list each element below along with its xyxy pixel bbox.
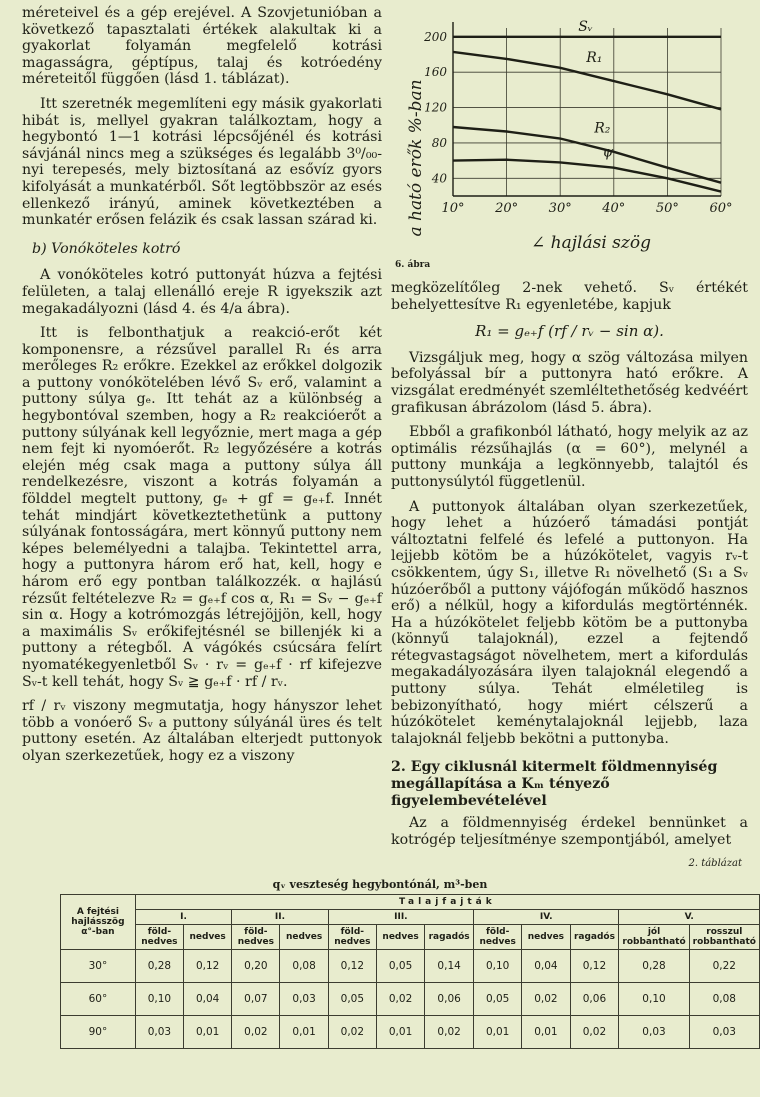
table-title: qᵥ veszteség hegybontónál, m³-ben: [272, 878, 488, 891]
series-label: R₁: [586, 49, 603, 66]
value-cell: 0,02: [522, 983, 570, 1016]
soil-condition-header: nedves: [376, 925, 424, 950]
value-cell: 0,02: [376, 983, 424, 1016]
y-tick-label: 80: [431, 135, 447, 150]
value-cell: 0,22: [689, 950, 759, 983]
chart-ticks: [423, 30, 732, 216]
soil-condition-header: ragadós: [570, 925, 619, 950]
angle-header: A fejtési hajlásszög α°-ban: [61, 895, 136, 950]
right-paragraph-3: Ebből a grafikonból látható, hogy melyik az az optimális rézsűhajlás (α = 60°), melynél a puttony munkája a legkönnyebb, talajtól és puttonysúlytól függetlenül.: [391, 424, 748, 490]
x-tick-label: 20°: [495, 201, 519, 216]
value-cell: 0,01: [280, 1016, 328, 1049]
soil-group-header: III.: [328, 910, 473, 925]
value-cell: 0,04: [522, 950, 570, 983]
value-cell: 0,02: [328, 1016, 376, 1049]
left-paragraph-1: méreteivel és a gép erejével. A Szovjetunióban a következő tapasztalati értékek alakultak ki a gyakorlat folyamán megfelelő kotrási magasságra, géptípus, talaj és kotróedény méreteitől függően (lásd 1. táblázat).: [22, 5, 382, 88]
right-paragraph-5: Az a földmennyiség érdekel bennünket a kotrógép teljesítménye szempontjából, amelyet: [391, 815, 748, 848]
series-label: Sᵥ: [578, 18, 594, 35]
soil-group-header: IV.: [474, 910, 619, 925]
value-cell: 0,20: [232, 950, 280, 983]
value-cell: 0,12: [570, 950, 619, 983]
loss-table: [60, 894, 760, 1049]
value-cell: 0,10: [135, 983, 183, 1016]
value-cell: 0,07: [232, 983, 280, 1016]
value-cell: 0,28: [619, 950, 689, 983]
left-paragraph-2: Itt szeretnék megemlíteni egy másik gyakorlati hibát is, mellyel gyakran találkoztam, hogy a hegybontó 1—1 kotrási lépcsőjénél és kotrási sávjánál nincs meg a szükséges és legalább 3⁰/₀₀-nyi terepesés, mely biztosítaná az esővíz gyors kifolyását a munkatérből. Sőt legtöbbször az esés ellenkező irányú, aminek következtében a munkatér erősen felázik és csak lassan szárad ki.: [22, 95, 382, 229]
value-cell: 0,28: [135, 950, 183, 983]
subheader-row: [61, 925, 760, 950]
left-paragraph-3: A vonóköteles kotró puttonyát húzva a fejtési felületen, a talaj ellenálló ereje R igyekszik azt megakadályozni (lásd 4. és 4/a ábra).: [22, 267, 382, 317]
section-heading-2: 2. Egy ciklusnál kitermelt földmennyiség megállapítása a Kₘ tényező figyelembevételével: [391, 759, 718, 809]
series-line: [453, 160, 721, 192]
angle-cell: 60°: [61, 983, 136, 1016]
group-row: [61, 910, 760, 925]
value-cell: 0,06: [570, 983, 619, 1016]
table-row: [61, 1016, 760, 1049]
left-paragraph-5: rf / rᵥ viszony megmutatja, hogy hányszor lehet több a vonóerő Sᵥ a puttony súlyánál üres és telt puttony esetén. Az általában elterjedt puttonyok olyan szerkezetűek, hogy ez a viszony: [22, 698, 382, 764]
value-cell: 0,14: [425, 950, 474, 983]
left-paragraph-4: Itt is felbonthatjuk a reakció-erőt két komponensre, a rézsűvel parallel R₁ és arra merőleges R₂ erőkre. Ezekkel az erőkkel dolgozik a puttony vonókötelében lévő Sᵥ erő, valamint a puttony súlya gₑ. Itt tehát az a különbség a hegybontóval szemben, hogy a R₂ reakcióerőt a puttony súlyának kell legyőznie, mert maga a gép nem fejt ki nyomóerőt. R₂ legyőzésére a kotrás elején még csak maga a puttony súlya áll rendelkezésre, viszont a kotrás folyamán a földdel megtelt puttony, gₑ + gf = gₑ₊f. Innét tehát mindjárt következtethetünk a puttony súlyának fontosságára, mert könnyű puttony nem képes belemélyedni a talajba. Tekintettel arra, hogy a puttonyra három erő hat, kell, hogy e három erő egy pontban találkozzék. α hajlású rézsűt feltételezve R₂ = gₑ₊f cos α, R₁ = Sᵥ − gₑ₊f sin α. Hogy a kotrómozgás létrejöjjön, kell, hogy a maximális Sᵥ erőkifejtésnél se billenjék ki a puttony a rétegből. A vágókés csúcsára felírt nyomatékegyenletből Sᵥ · rᵥ = gₑ₊f · rf kifejezve Sᵥ-t kell tehát, hogy Sᵥ ≧ gₑ₊f · rf / rᵥ.: [22, 325, 382, 690]
chart-ylabel: a ható erők %-ban: [406, 79, 426, 237]
right-column: [391, 280, 748, 848]
value-cell: 0,08: [689, 983, 759, 1016]
series-label: ψ: [602, 144, 614, 161]
soil-condition-header: jól robbantható: [619, 925, 689, 950]
series-label: R₂: [594, 120, 611, 137]
x-tick-label: 50°: [655, 201, 679, 216]
value-cell: 0,01: [376, 1016, 424, 1049]
x-tick-label: 60°: [709, 201, 733, 216]
value-cell: 0,01: [184, 1016, 232, 1049]
x-tick-label: 40°: [602, 201, 626, 216]
table-row: [61, 983, 760, 1016]
value-cell: 0,10: [619, 983, 689, 1016]
soil-types-header: Talajfajták: [135, 895, 759, 910]
value-cell: 0,03: [689, 1016, 759, 1049]
table-number: 2. táblázat: [688, 858, 742, 869]
force-angle-chart: [391, 8, 743, 258]
value-cell: 0,12: [328, 950, 376, 983]
y-tick-label: 120: [424, 100, 447, 115]
value-cell: 0,01: [474, 1016, 522, 1049]
left-column: [22, 5, 382, 765]
value-cell: 0,05: [474, 983, 522, 1016]
value-cell: 0,05: [328, 983, 376, 1016]
section-heading-b: b) Vonóköteles kotró: [32, 240, 181, 257]
chart-xlabel: ∠ hajlási szög: [531, 233, 651, 253]
soil-condition-header: nedves: [522, 925, 570, 950]
angle-cell: 30°: [61, 950, 136, 983]
soil-condition-header: föld-nedves: [328, 925, 376, 950]
figure-caption: 6. ábra: [395, 260, 431, 270]
value-cell: 0,12: [184, 950, 232, 983]
soil-condition-header: föld-nedves: [474, 925, 522, 950]
x-tick-label: 30°: [548, 201, 572, 216]
value-cell: 0,02: [425, 1016, 474, 1049]
formula-r1: R₁ = gₑ₊f (rf / rᵥ − sin α).: [475, 322, 664, 341]
angle-cell: 90°: [61, 1016, 136, 1049]
right-paragraph-4: A puttonyok általában olyan szerkezetűek, hogy lehet a húzóerő támadási pontját változtatni felfelé és lefelé a puttonyon. Ha lejjebb kötöm be a húzókötelet, vagyis rᵥ-t csökkentem, úgy S₁, illetve R₁ növelhető (S₁ a Sᵥ húzóerőből a puttony vájófogán működő hasznos erő) a nélkül, hogy a kifordulás megtörténnék. Ha a húzókötelet feljebb kötöm be a puttonyba (könnyű talajoknál), ezzel a fejtendő rétegvastagságot növelhetem, mert a kifordulás megakadályozására ilyen talajoknál elegendő a puttony súlya. Tehát elméletileg is bebizonyítható, hogy miért célszerű a húzókötelet keménytalajoknál lejjebb, laza talajoknál feljebb bekötni a puttonyba.: [391, 498, 748, 747]
soil-group-header: II.: [232, 910, 328, 925]
y-tick-label: 200: [424, 29, 447, 44]
value-cell: 0,08: [280, 950, 328, 983]
table-body: [61, 950, 760, 1049]
chart-series: [453, 19, 721, 192]
y-tick-label: 160: [424, 65, 447, 80]
value-cell: 0,02: [232, 1016, 280, 1049]
soil-condition-header: rosszul robbantható: [689, 925, 759, 950]
value-cell: 0,03: [280, 983, 328, 1016]
series-line: [453, 127, 721, 183]
table-row: [61, 950, 760, 983]
soil-condition-header: ragadós: [425, 925, 474, 950]
soil-condition-header: föld-nedves: [135, 925, 183, 950]
soil-condition-header: nedves: [184, 925, 232, 950]
soil-group-header: I.: [135, 910, 231, 925]
soil-group-header: V.: [619, 910, 760, 925]
right-paragraph-2: Vizsgáljuk meg, hogy α szög változása milyen befolyással bír a puttonyra ható erőkre. A vizsgálat eredményét szemléltethetőség kedvéért grafikusan ábrázolom (lásd 5. ábra).: [391, 349, 748, 416]
x-tick-label: 10°: [441, 201, 465, 216]
soil-condition-header: nedves: [280, 925, 328, 950]
value-cell: 0,02: [570, 1016, 619, 1049]
right-paragraph-1: megközelítőleg 2-nek vehető. Sᵥ értékét behelyettesítve R₁ egyenletébe, kapjuk: [391, 280, 748, 313]
value-cell: 0,10: [474, 950, 522, 983]
soil-condition-header: föld-nedves: [232, 925, 280, 950]
y-tick-label: 40: [431, 171, 447, 186]
value-cell: 0,05: [376, 950, 424, 983]
value-cell: 0,06: [425, 983, 474, 1016]
value-cell: 0,03: [135, 1016, 183, 1049]
chart-grid: [453, 22, 721, 196]
value-cell: 0,01: [522, 1016, 570, 1049]
value-cell: 0,04: [184, 983, 232, 1016]
value-cell: 0,03: [619, 1016, 689, 1049]
